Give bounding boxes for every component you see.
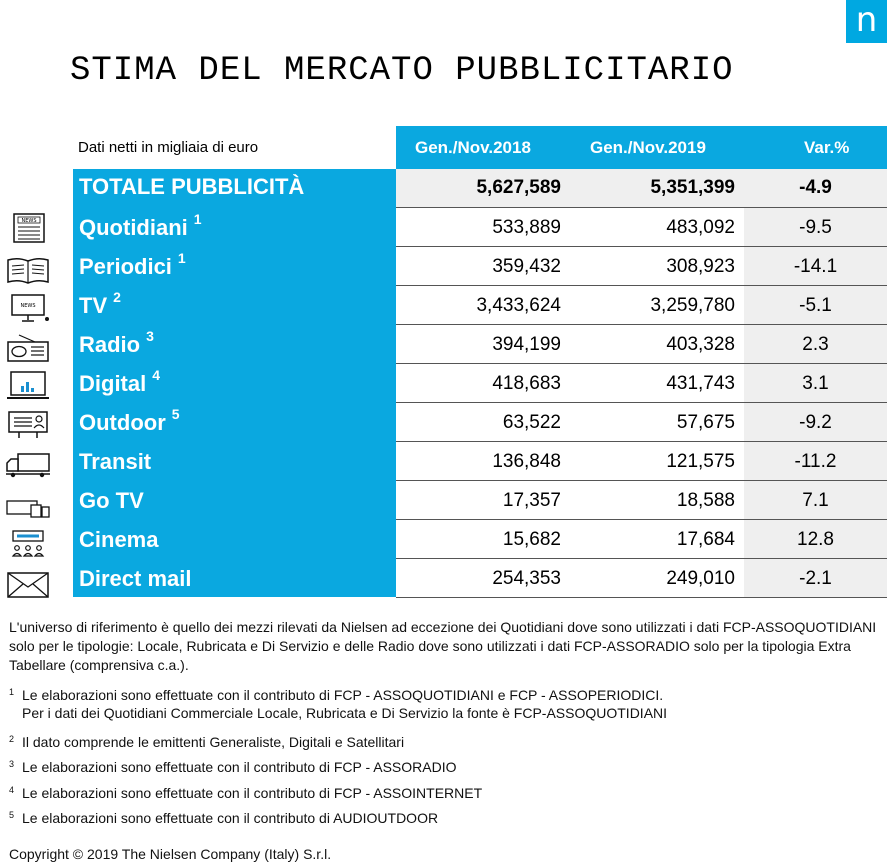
- value-2019: 431,743: [666, 373, 735, 394]
- value-var: -11.2: [794, 451, 837, 472]
- row-label-text: Cinema: [79, 527, 159, 552]
- column-header-2018: Gen./Nov.2018: [415, 138, 531, 157]
- value-2019: 483,092: [666, 217, 735, 238]
- value-2018: 136,848: [492, 451, 561, 472]
- row-label: [79, 250, 186, 280]
- total-2018: 5,627,589: [476, 177, 561, 198]
- row-divider: [396, 285, 887, 286]
- tv-icon: [5, 293, 51, 323]
- row-label: [79, 449, 151, 475]
- row-label-text: Go TV: [79, 488, 144, 513]
- value-2019: 249,010: [666, 568, 735, 589]
- row-footnote-mark: 1: [177, 250, 186, 266]
- envelope-icon: [5, 570, 51, 600]
- row-divider: [396, 246, 887, 247]
- row-divider: [396, 207, 887, 208]
- row-divider: [396, 519, 887, 520]
- row-label-text: Quotidiani: [79, 215, 188, 240]
- row-footnote-mark: 3: [146, 328, 154, 344]
- footnote-1-mark: 1: [9, 687, 15, 697]
- row-footnote-mark: 2: [113, 289, 121, 305]
- footnote-3-mark: 3: [9, 759, 15, 769]
- row-footnote-mark: 4: [152, 367, 161, 383]
- value-2018: 394,199: [492, 334, 561, 355]
- row-divider: [396, 480, 887, 481]
- svg-text:NEWS: NEWS: [20, 303, 36, 309]
- value-var: -5.1: [799, 295, 832, 316]
- row-label: [79, 328, 154, 358]
- row-divider: [396, 324, 887, 325]
- footnote-2-mark: 2: [9, 734, 15, 744]
- footnote-3-line-1: Le elaborazioni sono effettuate con il contributo di FCP - ASSORADIO: [22, 759, 457, 775]
- value-var: -2.1: [799, 568, 832, 589]
- row-footnote-mark: 5: [171, 406, 180, 422]
- footnote-1-line-1: Le elaborazioni sono effettuate con il contributo di FCP - ASSOQUOTIDIANI e FCP - ASSOPERIODICI.: [22, 687, 664, 703]
- column-header-bar: [396, 126, 887, 169]
- value-var: 12.8: [797, 529, 834, 550]
- value-2018: 15,682: [502, 529, 561, 550]
- value-2018: 418,683: [492, 373, 561, 394]
- row-divider: [396, 558, 887, 559]
- page-title: STIMA DEL MERCATO PUBBLICITARIO: [70, 52, 734, 90]
- row-divider: [396, 441, 887, 442]
- total-var: -4.9: [799, 177, 832, 198]
- row-label: [79, 566, 192, 592]
- value-2018: 3,433,624: [476, 295, 561, 316]
- column-header-2019: Gen./Nov.2019: [590, 138, 706, 157]
- truck-icon: [5, 450, 51, 480]
- row-label-text: Digital: [79, 371, 147, 396]
- value-2018: 254,353: [492, 568, 561, 589]
- value-var: 7.1: [802, 490, 829, 511]
- footnote-2-line-1: Il dato comprende le emittenti Generaliste, Digitali e Satellitari: [22, 734, 405, 750]
- unit-note: Dati netti in migliaia di euro: [78, 139, 259, 156]
- nielsen-logo: n: [846, 0, 887, 43]
- row-footnote-mark: 1: [193, 211, 202, 227]
- row-label: [79, 211, 202, 241]
- row-label-text: Direct mail: [79, 566, 192, 591]
- value-2019: 308,923: [666, 256, 735, 277]
- row-label-text: Periodici: [79, 254, 172, 279]
- svg-text:NEWS: NEWS: [21, 218, 37, 224]
- value-2019: 121,575: [666, 451, 735, 472]
- row-divider: [396, 597, 887, 598]
- value-var: 2.3: [802, 334, 829, 355]
- value-2018: 533,889: [492, 217, 561, 238]
- value-2019: 57,675: [676, 412, 735, 433]
- total-2019: 5,351,399: [650, 177, 735, 198]
- row-label: [79, 289, 121, 319]
- row-label: [79, 488, 144, 514]
- footnote-2: [9, 733, 404, 751]
- footnote-4-mark: 4: [9, 785, 15, 795]
- value-2018: 63,522: [502, 412, 561, 433]
- row-label: [79, 367, 161, 397]
- value-2019: 403,328: [666, 334, 735, 355]
- footnote-5-line-1: Le elaborazioni sono effettuate con il contributo di AUDIOUTDOOR: [22, 810, 439, 826]
- column-header-var: Var.%: [804, 138, 850, 157]
- radio-icon: [5, 333, 51, 363]
- newspaper-icon: [5, 213, 51, 243]
- universe-note: L'universo di riferimento è quello dei mezzi rilevati da Nielsen ad eccezione dei Quotidiani dove sono utilizzati i dati FCP-ASSOQUOTIDIANI solo per le tipologie: Locale, Rubricata e Di Servizio e delle Radio dove sono utilizzati i dati FCP-ASSORADIO solo per la tipologia Extra Tabellare (comprensiva c.a.).: [9, 619, 877, 673]
- total-label: TOTALE PUBBLICITÀ: [79, 174, 305, 199]
- footnote-5: [9, 809, 438, 827]
- value-2018: 359,432: [492, 256, 561, 277]
- screens-icon: [5, 490, 51, 520]
- value-var: -9.5: [799, 217, 832, 238]
- row-label-text: Transit: [79, 449, 152, 474]
- footnote-5-mark: 5: [9, 810, 15, 820]
- row-label-text: TV: [79, 293, 108, 318]
- value-2019: 3,259,780: [650, 295, 735, 316]
- row-divider: [396, 402, 887, 403]
- laptop-chart-icon: [5, 370, 51, 400]
- row-divider: [396, 363, 887, 364]
- footnote-1: [9, 686, 667, 722]
- value-var: -14.1: [793, 256, 838, 277]
- value-var: 3.1: [802, 373, 829, 394]
- footnote-3: [9, 758, 457, 776]
- magazine-icon: [5, 255, 51, 285]
- value-2019: 18,588: [676, 490, 735, 511]
- billboard-icon: [5, 409, 51, 439]
- row-label-text: Radio: [79, 332, 141, 357]
- value-2018: 17,357: [502, 490, 561, 511]
- footnote-4-line-1: Le elaborazioni sono effettuate con il contributo di FCP - ASSOINTERNET: [22, 785, 483, 801]
- footnote-4: [9, 784, 482, 802]
- copyright: Copyright © 2019 The Nielsen Company (Italy) S.r.l.: [9, 846, 332, 862]
- footnote-1-line-2: Per i dati dei Quotidiani Commerciale Locale, Rubricata e Di Servizio la fonte è FCP-ASSOQUOTIDIANI: [22, 705, 668, 721]
- row-label: [79, 527, 158, 553]
- value-var: -9.2: [799, 412, 832, 433]
- row-label-text: Outdoor: [79, 410, 166, 435]
- row-label: [79, 406, 180, 436]
- cinema-icon: [5, 529, 51, 559]
- value-2019: 17,684: [676, 529, 735, 550]
